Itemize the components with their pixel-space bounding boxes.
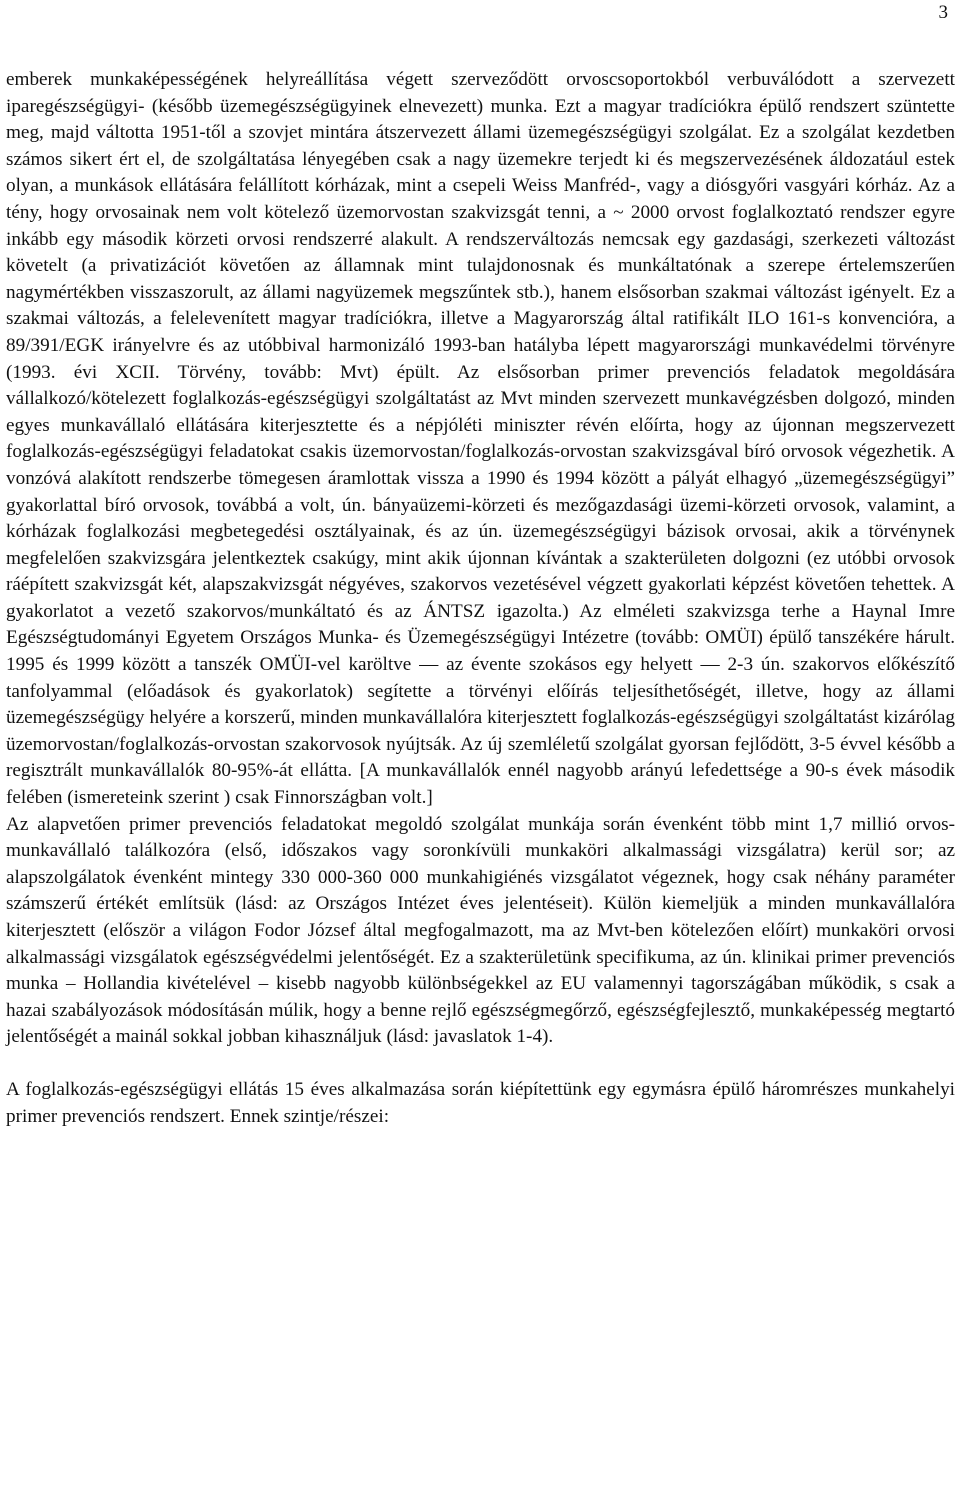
paragraph-system-intro: A foglalkozás-egészségügyi ellátás 15 éves alkalmazása során kiépítettünk egy egymásra épülő háromrészes munkahelyi primer prevenciós rendszert. Ennek szintje/részei:: [6, 1078, 955, 1127]
paragraph-history: emberek munkaképességének helyreállítása végett szerveződött orvoscsoportokból verbuválódott a szervezett iparegészségügyi- (később üzemegészségügyinek elnevezett) munka. Ezt a magyar tradíciókra épülő rendszert szüntette meg, majd váltotta 1951-től a szovjet mintára átszervezett állami üzemegészségügyi szolgálat. Ez a szolgálat kezdetben számos sikert ért el, de szolgáltatása lényegében csak a nagy üzemekre terjedt ki és megszervezésének áldozatául estek olyan, a munkások ellátására felállított kórházak, mint a csepeli Weiss Manfréd-, vagy a diósgyőri vasgyári kórház. Az a tény, hogy orvosainak nem volt kötelező üzemorvostan szakvizsgát tenni, a ~ 2000 orvost foglalkoztató rendszer egyre inkább egy második körzeti orvosi rendszerré alakult. A rendszerváltozás nemcsak egy gazdasági, szerkezeti változást követelt (a privatizációt követően az államnak mint tulajdonosnak és munkáltatónak a szerepe értelemszerűen nagymértékben visszaszorult, az állami nagyüzemek megszűntek stb.), hanem elsősorban szakmai változást igényelt. Ez a szakmai változás, a felelevenített magyar tradíciókra, illetve a Magyarország által ratifikált ILO 161-s konvencióra, a 89/391/EGK irányelvre és az utóbbival harmonizáló 1993-ban hatályba lépett magyarországi munkavédelmi törvényre (1993. évi XCII. Törvény, tovább: Mvt) épült. Az elsősorban primer prevenciós feladatok megoldására vállalkozó/kötelezett foglalkozás-egészségügyi szolgáltatást az Mvt minden szervezett munkavégzésben dolgozó, minden egyes munkavállaló ellátására kiterjesztette és a népjóléti miniszter révén előírta, hogy az újonnan megszervezett foglalkozás-egészségügyi feladatokat csakis üzemorvostan/foglalkozás-orvostan szakvizsgával bíró orvosok végezhetik. A vonzóvá alakított rendszerbe tömegesen áramlottak vissza a 1990 és 1994 között a pályát elhagyó „üzemegészségügyi” gyakorlattal bíró orvosok, továbbá a volt, ún. bányaüzemi-körzeti és mezőgazdasági üzemi-körzeti orvosok, valamint, a kórházak foglalkozási megbetegedési osztályainak, és az ún. üzemegészségügyi bázisok orvosai, akik a törvénynek megfelelően szakvizsgára jelentkeztek csakúgy, mint akik újonnan kívántak a szakterületen dolgozni (ez utóbbi orvosok ráépített szakvizsgát két, alapszakvizsgát négyéves, szakorvos vezetésével végzett gyakorlati képzést követően tehettek. A gyakorlatot a vezető szakorvos/munkáltató és az ÁNTSZ igazolta.) Az elméleti szakvizsga terhe a Haynal Imre Egészségtudományi Egyetem Országos Munka- és Üzemegészségügyi Intézetre (tovább: OMÜI) épülő tanszékére hárult. 1995 és 1999 között a tanszék OMÜI-vel karöltve — az évente szokásos egy helyett — 2-3 ún. szakorvos előkészítő tanfolyammal (előadások és gyakorlatok) segítette a törvényi előírás teljesíthetőségét, illetve, hogy az állami üzemegészségügy helyére a korszerű, minden munkavállalóra kiterjesztett foglalkozás-egészségügyi szolgáltatást kizárólag üzemorvostan/foglalkozás-orvostan szakorvosok nyújtsák. Az új szemléletű szolgálat gyorsan fejlődött, 3-5 évvel később a regisztrált munkavállalók 80-95%-át ellátta. [A munkavállalók ennél nagyobb arányú lefedettsége a 90-s évek második felében (ismereteink szerint ) csak Finnországban volt.]: [6, 69, 955, 809]
document-body: [6, 67, 955, 1130]
page-number: 3: [938, 2, 948, 23]
paragraph-spacer: [6, 1051, 955, 1077]
paragraph-primary-prevention: Az alapvetően primer prevenciós feladatokat megoldó szolgálat munkája során évenként több mint 1,7 millió orvos-munkavállaló találkozóra (első, időszakos vagy soronkívüli munkaköri alkalmassági vizsgálatra) kerül sor; az alapszolgálatok évenként mintegy 330 000-360 000 munkahigiénés vizsgálatot végeznek, hogy csak néhány paraméter számszerű értékét említsük (lásd: az Országos Intézet éves jelentéseit). Külön kiemeljük a minden munkavállalóra kiterjesztett (először a világon Fodor József által megfogalmazott, ma az Mvt-ben kötelezően előírt) munkaköri orvosi alkalmassági vizsgálatok egészségvédelmi jelentőségét. Ez a szakterületünk specifikuma, az ún. klinikai primer prevenciós munka – Hollandia kivételével – kisebb nagyobb különbségekkel az EU valamennyi tagországában működik, s csak a hazai szabályozások módosításán múlik, hogy a benne rejlő egészségmegőrző, egészségfejlesztő, munkaképesség megtartó jelentőségét a mainál sokkal jobban kihasználjuk (lásd: javaslatok 1-4).: [6, 813, 955, 1048]
